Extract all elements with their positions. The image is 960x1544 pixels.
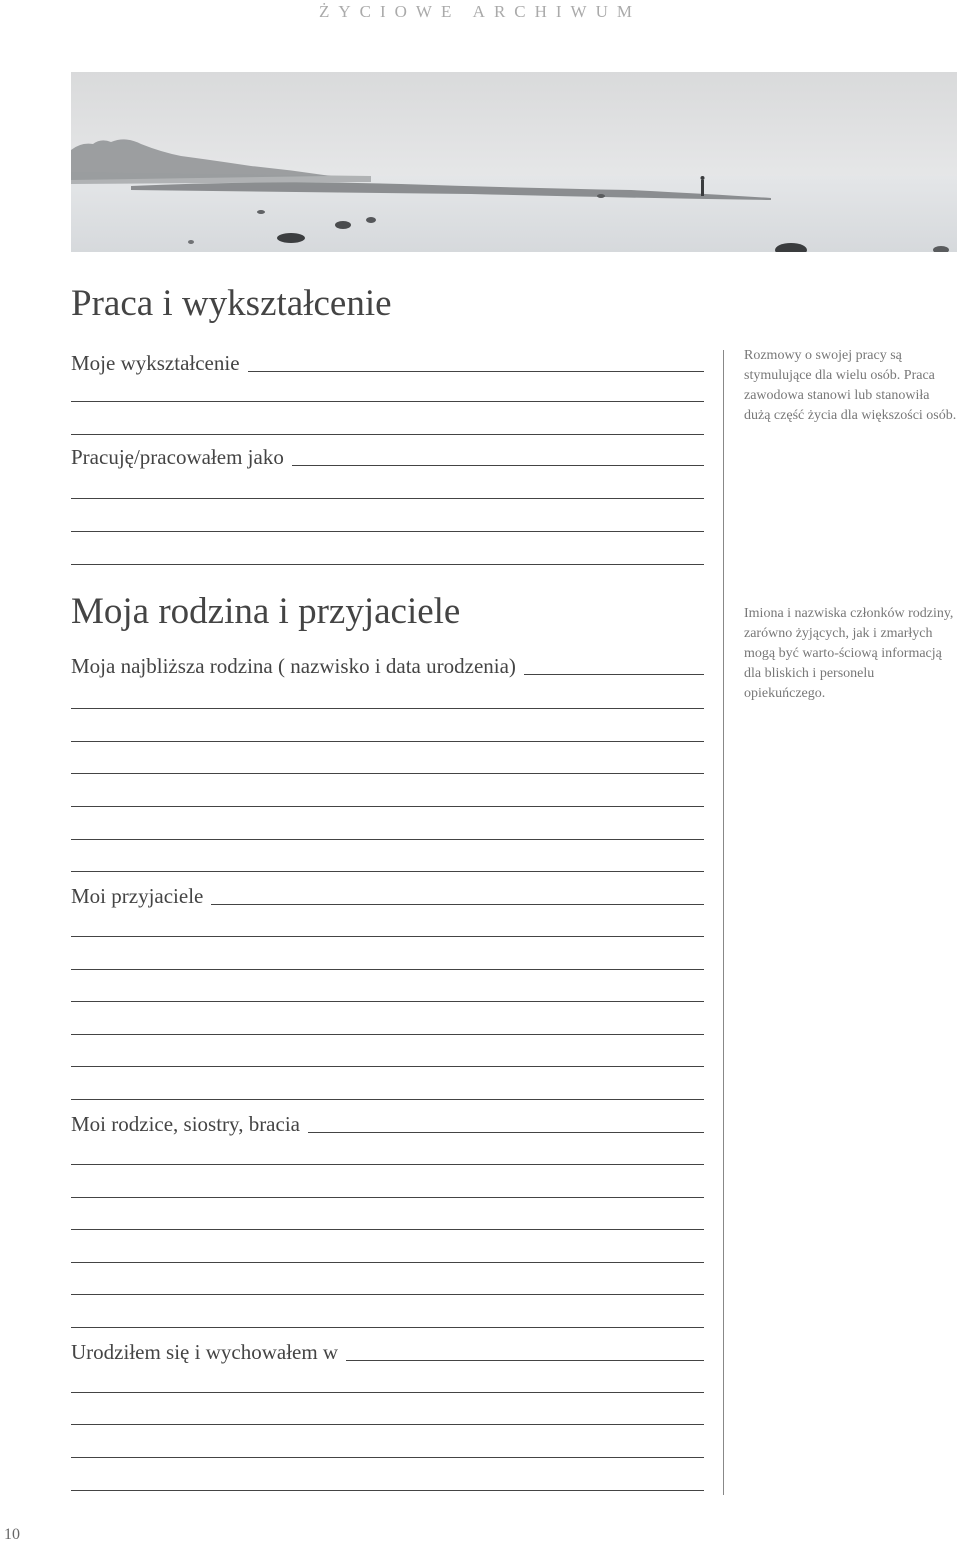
writing-line[interactable] (71, 1066, 704, 1067)
sidebar-note-work: Rozmowy o swojej pracy są stymulujące dla wielu osób. Praca zawodowa stanowi lub stanowiła dużą część życia dla większości osób. (744, 348, 957, 423)
writing-line[interactable] (71, 1099, 704, 1100)
section-title-family: Moja rodzina i przyjaciele (71, 591, 461, 632)
writing-line[interactable] (71, 1457, 704, 1458)
friends-label: Moi przyjaciele (71, 884, 204, 908)
section-title-work: Praca i wykształcenie (71, 283, 392, 324)
running-header: ŻYCIOWE ARCHIWUM (318, 2, 641, 21)
family-field[interactable] (71, 647, 704, 677)
writing-line[interactable] (71, 773, 704, 774)
birthplace-rule (346, 1359, 704, 1361)
writing-line[interactable] (71, 1294, 704, 1295)
education-rule (248, 370, 704, 372)
birthplace-field[interactable] (71, 1333, 704, 1363)
parents-siblings-label: Moi rodzice, siostry, bracia (71, 1112, 300, 1136)
writing-line[interactable] (71, 1164, 704, 1165)
education-field[interactable] (71, 344, 704, 374)
writing-line[interactable] (71, 564, 704, 565)
friends-rule (211, 903, 704, 905)
writing-line[interactable] (71, 839, 704, 840)
occupation-field[interactable] (71, 438, 704, 468)
writing-line[interactable] (71, 1392, 704, 1393)
sidebar-note-family: Imiona i nazwiska członków rodziny, zarówno żyjących, jak i zmarłych mogą być warto-ściową informacją dla bliskich i personelu opiekuńczego. (744, 606, 954, 701)
writing-line[interactable] (71, 871, 704, 872)
writing-line[interactable] (71, 1001, 704, 1002)
writing-line[interactable] (71, 969, 704, 970)
writing-line[interactable] (71, 1197, 704, 1198)
writing-line[interactable] (71, 806, 704, 807)
writing-line[interactable] (71, 1327, 704, 1328)
writing-line[interactable] (71, 434, 704, 435)
parents-siblings-rule (308, 1131, 704, 1133)
page-number: 10 (4, 1526, 20, 1543)
coastal-landscape-photo-icon (71, 72, 957, 252)
occupation-label: Pracuję/pracowałem jako (71, 445, 284, 469)
writing-line[interactable] (71, 1490, 704, 1491)
writing-line[interactable] (71, 741, 704, 742)
writing-line[interactable] (71, 401, 704, 402)
header-photo (71, 72, 957, 252)
writing-line[interactable] (71, 1229, 704, 1230)
family-rule (524, 673, 704, 675)
parents-siblings-field[interactable] (71, 1105, 704, 1135)
birthplace-label: Urodziłem się i wychowałem w (71, 1340, 339, 1364)
writing-line[interactable] (71, 1424, 704, 1425)
family-label: Moja najbliższa rodzina ( nazwisko i data urodzenia) (71, 654, 516, 678)
writing-line[interactable] (71, 531, 704, 532)
writing-line[interactable] (71, 1262, 704, 1263)
education-label: Moje wykształcenie (71, 351, 240, 375)
occupation-rule (292, 464, 704, 466)
writing-line[interactable] (71, 1034, 704, 1035)
writing-line[interactable] (71, 708, 704, 709)
writing-line[interactable] (71, 498, 704, 499)
writing-line[interactable] (71, 936, 704, 937)
friends-field[interactable] (71, 877, 704, 907)
sidebar-divider (723, 350, 724, 1495)
